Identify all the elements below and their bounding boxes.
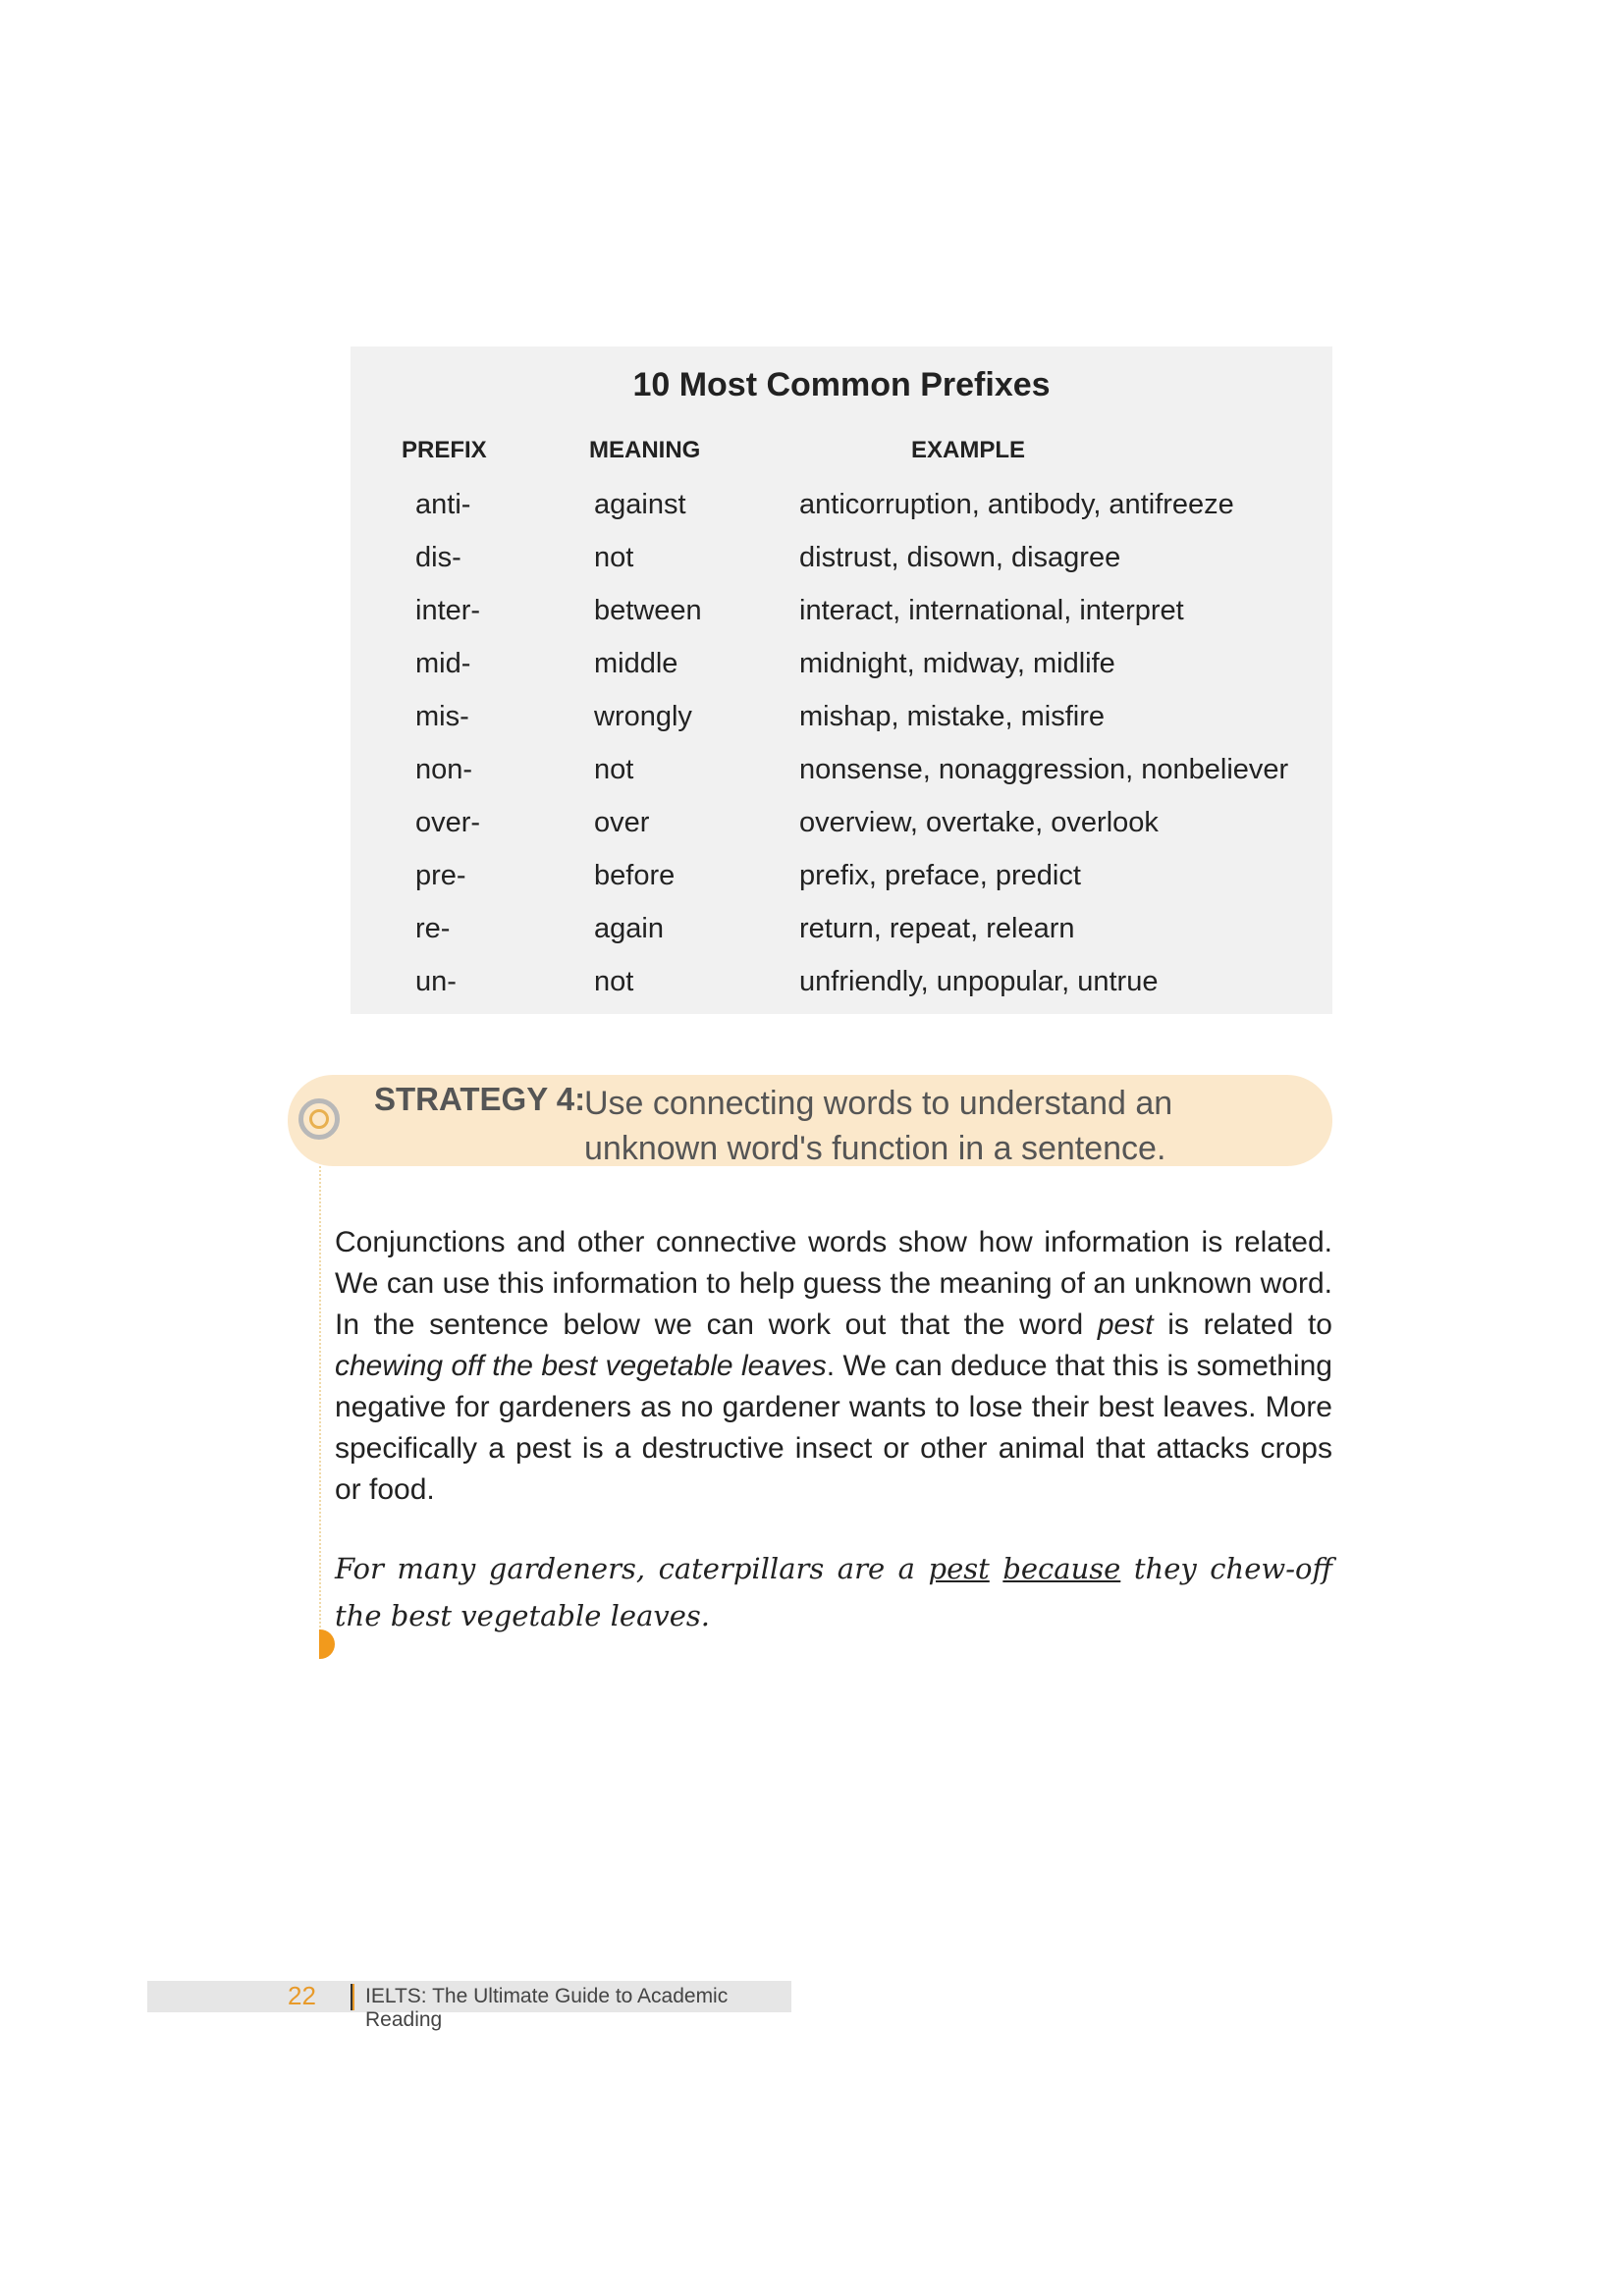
prefix-table (351, 347, 1332, 1014)
prefix-cell: dis- (415, 542, 461, 573)
example-cell: mishap, mistake, misfire (799, 701, 1106, 732)
strategy-label: STRATEGY 4: (374, 1081, 586, 1117)
text: is related to (1153, 1308, 1332, 1341)
target-circle-icon (298, 1098, 340, 1140)
example-cell: midnight, midway, midlife (799, 648, 1115, 679)
italic-phrase: chewing off the best vegetable leaves (335, 1350, 827, 1382)
strategy-text: Use connecting words to understand an unknown word's function in a sentence. (584, 1085, 1173, 1167)
table-row (351, 542, 1332, 595)
underlined-because: because (1002, 1552, 1121, 1585)
prefix-cell: over- (415, 807, 481, 838)
prefix-cell: un- (415, 966, 457, 997)
prefix-cell: non- (415, 754, 473, 785)
table-row (351, 807, 1332, 860)
prefix-cell: pre- (415, 860, 466, 891)
example-sentence (335, 1545, 1332, 1639)
header-prefix: PREFIX (402, 437, 487, 463)
text: . We can deduce that this is something negative for gardeners as no gardener wants to lose their best leaves. More specifically a pest is a destructive insect or other animal that attacks crops or food. (335, 1350, 1332, 1506)
underlined-pest: pest (928, 1552, 990, 1585)
prefix-cell: mid- (415, 648, 471, 679)
example-cell: overview, overtake, overlook (799, 807, 1159, 838)
table-row (351, 966, 1332, 1019)
table-row (351, 648, 1332, 701)
body-paragraph (335, 1222, 1332, 1511)
prefix-cell: mis- (415, 701, 469, 732)
footer (147, 1981, 791, 2031)
meaning-cell: between (594, 595, 702, 626)
page-number: 22 (288, 1981, 316, 2010)
table-row (351, 860, 1332, 913)
example-cell: interact, international, interpret (799, 595, 1184, 626)
text: For many gardeners, caterpillars are a (335, 1552, 929, 1585)
table-row (351, 595, 1332, 648)
dotted-rule (319, 1166, 321, 1647)
table-row (351, 754, 1332, 807)
text: they chew-off the best vegetable leaves. (335, 1552, 1333, 1632)
strategy-banner (288, 1075, 1332, 1166)
example-cell: prefix, preface, predict (799, 860, 1081, 891)
prefix-cell: re- (415, 913, 451, 944)
example-cell: unfriendly, unpopular, untrue (799, 966, 1159, 997)
meaning-cell: against (594, 489, 686, 520)
table-row (351, 701, 1332, 754)
example-cell: nonsense, nonaggression, nonbeliever (799, 754, 1289, 785)
example-cell: return, repeat, relearn (799, 913, 1075, 944)
example-cell: anticorruption, antibody, antifreeze (799, 489, 1234, 520)
table-title: 10 Most Common Prefixes (632, 366, 1051, 403)
example-cell: distrust, disown, disagree (799, 542, 1121, 573)
table-row (351, 489, 1332, 542)
meaning-cell: middle (594, 648, 678, 679)
prefix-cell: inter- (415, 595, 481, 626)
meaning-cell: not (594, 542, 634, 573)
meaning-cell: again (594, 913, 664, 944)
meaning-cell: wrongly (594, 701, 692, 732)
text: Conjunctions and other connective words show how information is related. We can use this information to help guess the meaning of an unknown word. In the sentence below we can work out that the word (335, 1226, 1332, 1341)
italic-pest: pest (1097, 1308, 1154, 1341)
book-title: IELTS: The Ultimate Guide to Academic Reading (365, 1985, 729, 2031)
prefix-cell: anti- (415, 489, 471, 520)
meaning-cell: before (594, 860, 676, 891)
orange-half-circle-icon (319, 1629, 335, 1659)
meaning-cell: not (594, 966, 634, 997)
header-example: EXAMPLE (911, 437, 1026, 463)
footer-divider (351, 1984, 354, 2010)
meaning-cell: over (594, 807, 650, 838)
header-meaning: MEANING (589, 437, 701, 463)
meaning-cell: not (594, 754, 634, 785)
table-row (351, 913, 1332, 966)
